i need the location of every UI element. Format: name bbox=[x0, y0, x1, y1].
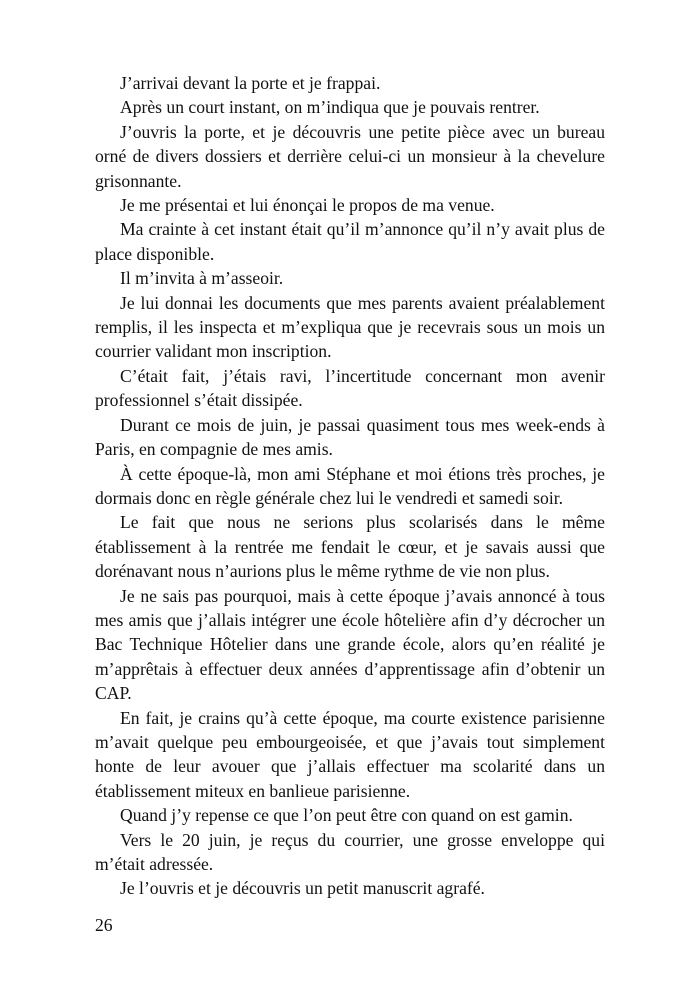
paragraph-7: Je lui donnai les documents que mes parents avaient préalablement remplis, il les inspecta et m’expliqua que je recevrais sous un mois un courrier validant mon inscription. bbox=[95, 292, 605, 362]
paragraph-9: Durant ce mois de juin, je passai quasiment tous mes week-ends à Paris, en compagnie de mes amis. bbox=[95, 414, 605, 460]
paragraph-13: En fait, je crains qu’à cette époque, ma courte existence parisienne m’avait quelque peu embourgeoisée, et que j’avais tout simplement honte de leur avouer que j’allais effectuer ma scolarité dans un établissement miteux en banlieue parisienne. bbox=[95, 707, 605, 801]
paragraph-15: Vers le 20 juin, je reçus du courrier, une grosse enveloppe qui m’était adressée. bbox=[95, 829, 605, 874]
paragraph-6: Il m’invita à m’asseoir. bbox=[120, 268, 284, 289]
paragraph-2: Après un court instant, on m’indiqua que je pouvais rentrer. bbox=[120, 97, 540, 118]
paragraph-10: À cette époque-là, mon ami Stéphane et moi étions très proches, je dormais donc en règle générale chez lui le vendredi et samedi soir. bbox=[95, 463, 605, 508]
paragraph-16: Je l’ouvris et je découvris un petit manuscrit agrafé. bbox=[120, 878, 485, 899]
paragraph-8: C’était fait, j’étais ravi, l’incertitude concernant mon avenir professionnel s’était dissipée. bbox=[95, 365, 605, 411]
paragraph-3: J’ouvris la porte, et je découvris une petite pièce avec un bureau orné de divers dossiers et derrière celui-ci un monsieur à la chevelure grisonnante. bbox=[95, 121, 605, 191]
page-body bbox=[95, 71, 605, 901]
paragraph-1: J’arrivai devant la porte et je frappai. bbox=[120, 73, 381, 93]
paragraph-12: Je ne sais pas pourquoi, mais à cette époque j’avais annoncé à tous mes amis que j’allais intégrer une école hôtelière afin d’y décrocher un Bac Technique Hôtelier dans une grande école, alors qu’en réalité je m’apprêtais à effectuer deux années d’apprentissage afin d’obtenir un CAP. bbox=[95, 585, 605, 704]
paragraph-5: Ma crainte à cet instant était qu’il m’annonce qu’il n’y avait plus de place disponible. bbox=[95, 219, 605, 264]
paragraph-14: Quand j’y repense ce que l’on peut être con quand on est gamin. bbox=[120, 805, 573, 826]
page-number: 26 bbox=[95, 915, 113, 935]
paragraph-4: Je me présentai et lui énonçai le propos de ma venue. bbox=[120, 195, 495, 216]
paragraph-11: Le fait que nous ne serions plus scolarisés dans le même établissement à la rentrée me fendait le cœur, et je savais aussi que dorénavant nous n’aurions plus le même rythme de vie non plus. bbox=[95, 512, 605, 582]
